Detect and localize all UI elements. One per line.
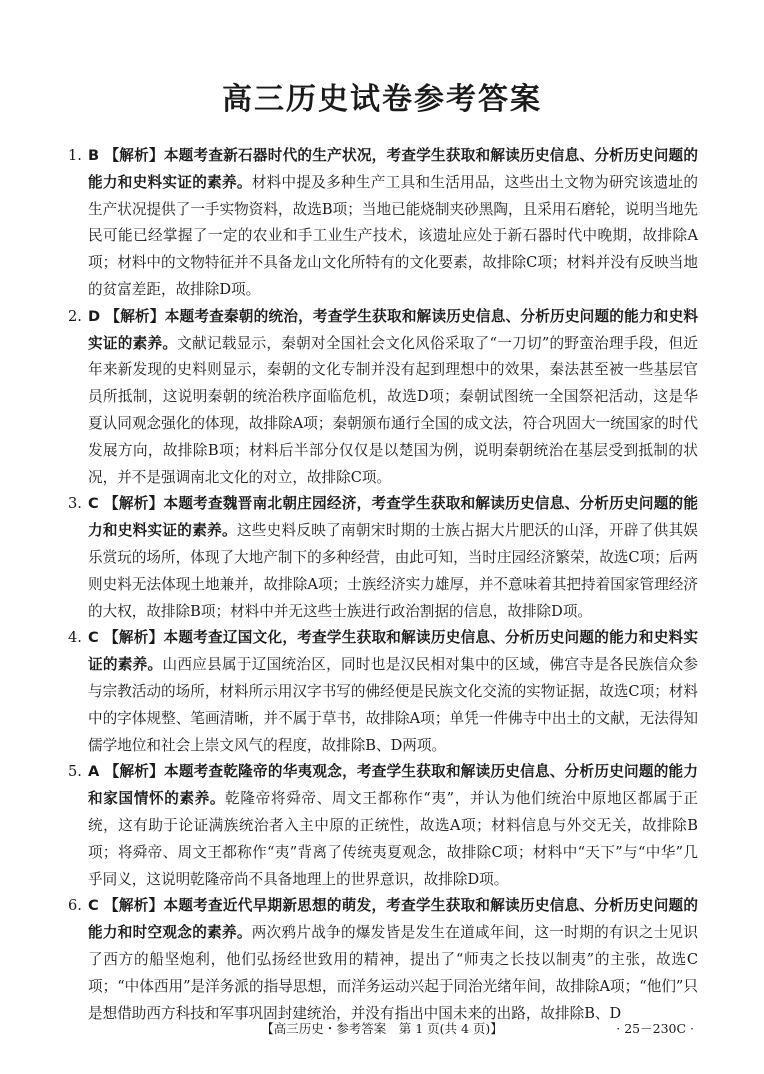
item-number: 4. bbox=[68, 629, 82, 647]
answer-item-4 bbox=[68, 625, 698, 759]
footer-page-info: 【高三历史・参考答案 第 1 页(共 4 页)】 bbox=[261, 1021, 503, 1036]
page-title: 高三历史试卷参考答案 bbox=[222, 82, 542, 117]
answer-item-1 bbox=[68, 143, 698, 304]
answer-item-2 bbox=[68, 304, 698, 492]
item-body: 文献记载显示，秦朝对全国社会文化风俗采取了“一刀切”的野蛮治理手段，但近年来新发现的史料则显示，秦朝的文化专制并没有起到理想中的效果，秦法甚至被一些基层官员所抵制，这说明秦朝的统治秩序面临危机，故选D项；秦朝试图统一全国祭祀活动，这是华夏认同观念强化的体现，故排除A项；秦朝颁布通行全国的成文法，符合巩固大一统国家的时代发展方向，故排除B项；材料后半部分仅仅是以楚国为例，说明秦朝统治在基层受到抵制的状况，并不是强调南北文化的对立，故排除C项。 bbox=[88, 334, 698, 486]
item-lead: B 【解析】本题考查新石器时代的生产状况，考查学生获取和解读历史信息、分析历史问题的能力和史料实证的素养。 bbox=[88, 147, 698, 191]
item-number: 5. bbox=[68, 763, 82, 781]
item-lead: A 【解析】本题考查乾隆帝的华夷观念，考查学生获取和解读历史信息、分析历史问题的能力和家国情怀的素养。 bbox=[88, 763, 698, 808]
item-body: 这些史料反映了南朝宋时期的士族占据大片肥沃的山泽，开辟了供其娱乐赏玩的场所，体现了大地产制下的多种经营，由此可知，当时庄园经济繁荣，故选C项；后两则史料无法体现土地兼并，故排除A项；士族经济实力雄厚，并不意味着其把持着国家管理经济的大权，故排除B项；材料中并无这些士族进行政治割据的信息，故排除D项。 bbox=[88, 522, 698, 620]
answer-item-6 bbox=[68, 893, 698, 1027]
answer-list bbox=[68, 143, 698, 1027]
item-body: 两次鸦片战争的爆发皆是发生在道咸年间，这一时期的有识之士见识了西方的船坚炮利，他们弘扬经世致用的精神，提出了“师夷之长技以制夷”的主张，故选C项；“中体西用”是洋务派的指导思想，而洋务运动兴起于同治光绪年间，故排除A项；“他们”只是想借助西方科技和军事巩固封建统治，并没有指出中国未来的出路，故排除B、D bbox=[88, 924, 698, 1022]
item-lead: C 【解析】本题考查辽国文化，考查学生获取和解读历史信息、分析历史问题的能力和史料实证的素养。 bbox=[88, 629, 698, 674]
page-footer bbox=[0, 1019, 764, 1039]
item-lead: C 【解析】本题考查魏晋南北朝庄园经济，考查学生获取和解读历史信息、分析历史问题的能力和史料实证的素养。 bbox=[88, 495, 698, 540]
item-body: 山西应县属于辽国统治区，同时也是汉民相对集中的区域，佛宫寺是各民族信众参与宗教活动的场所，材料所示用汉字书写的佛经便是民族文化交流的实物证据，故选C项；材料中的字体规整、笔画清晰，并不属于草书，故排除A项；单凭一件佛寺中出土的文献，无法得知儒学地位和社会上崇文风气的程度，故排除B、D两项。 bbox=[88, 656, 698, 754]
item-number: 2. bbox=[68, 307, 82, 325]
item-lead: C 【解析】本题考查近代早期新思想的萌发，考查学生获取和解读历史信息、分析历史问题的能力和时空观念的素养。 bbox=[88, 897, 698, 942]
item-lead: D 【解析】本题考查秦朝的统治，考查学生获取和解读历史信息、分析历史问题的能力和史料实证的素养。 bbox=[88, 307, 698, 352]
item-number: 1. bbox=[68, 147, 82, 164]
answer-item-3 bbox=[68, 491, 698, 625]
item-body: 乾隆帝将舜帝、周文王都称作“夷”，并认为他们统治中原地区都属于正统，这有助于论证满族统治者入主中原的正统性，故选A项；材料信息与外交无关，故排除B项；将舜帝、周文王都称作“夷”背离了传统夷夏观念，故排除C项；材料中“天下”与“中华”几乎同义，这说明乾隆帝尚不具备地理上的世界意识，故排除D项。 bbox=[88, 790, 698, 888]
item-number: 3. bbox=[68, 495, 82, 513]
item-body: 材料中提及多种生产工具和生活用品，这些出土文物为研究该遗址的生产状况提供了一手实物资料，故选B项；当地已能烧制夹砂黑陶，且采用石磨轮，说明当地先民可能已经掌握了一定的农业和手工业生产技术，该遗址应处于新石器时代中晚期，故排除A项；材料中的文物特征并不具备龙山文化所特有的文化要素，故排除C项；材料并没有反映当地的贫富差距，故排除D项。 bbox=[88, 173, 698, 298]
item-number: 6. bbox=[68, 897, 82, 915]
answer-item-5 bbox=[68, 759, 698, 893]
footer-code: · 25－230C · bbox=[616, 1021, 694, 1036]
